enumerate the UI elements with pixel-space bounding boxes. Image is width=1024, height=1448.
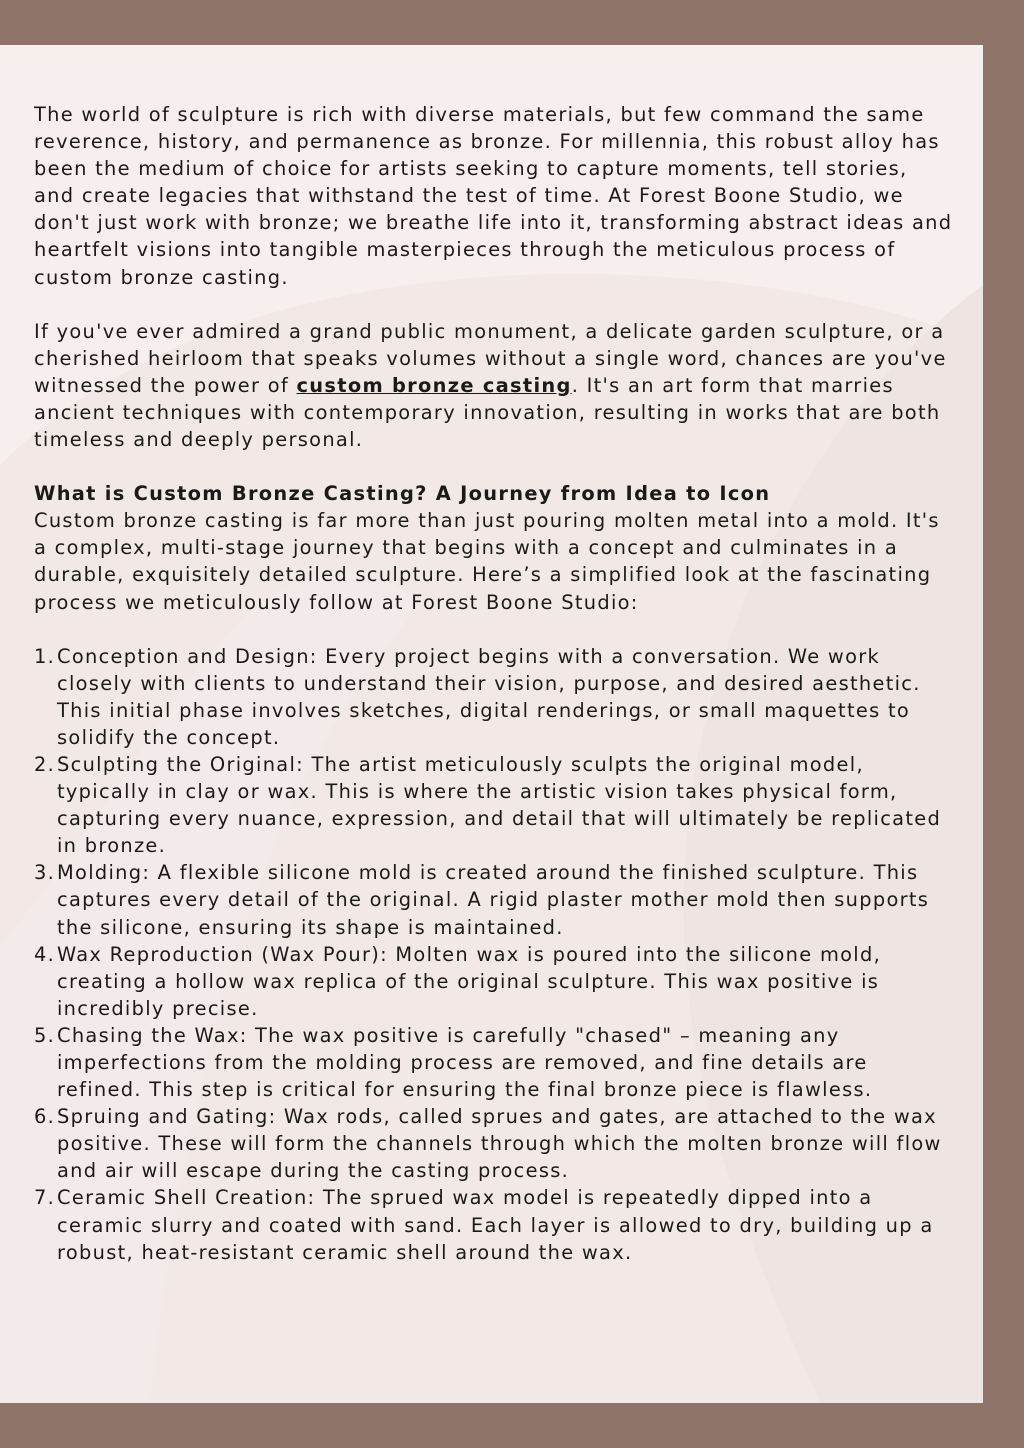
intro-paragraph-2-text-before: If you've ever admired a grand public monument, a delicate garden sculpture, or a cherished heirloom that speaks volumes without a single word, chances are you've witnessed the power of	[34, 319, 947, 397]
list-item-number: 6.	[34, 1105, 56, 1129]
intro-paragraph-2	[34, 318, 954, 453]
list-item-number: 2.	[34, 752, 56, 776]
document-page	[0, 45, 983, 1403]
list-item-number: 3.	[34, 861, 56, 885]
list-item-text: Ceramic Shell Creation: The sprued wax model is repeatedly dipped into a ceramic slurry and coated with sand. Each layer is allowed to dry, building up a robust, heat-resistant ceramic shell around the wax.	[57, 1186, 934, 1264]
list-item	[34, 643, 954, 751]
list-item-number: 7.	[34, 1186, 56, 1210]
list-item-text: Molding: A flexible silicone mold is created around the finished sculpture. This captures every detail of the original. A rigid plaster mother mold then supports the silicone, ensuring its shape is maintained.	[57, 861, 930, 939]
list-item-number: 1.	[34, 644, 56, 668]
list-item	[34, 1103, 954, 1184]
list-item	[34, 941, 954, 1022]
section-heading: What is Custom Bronze Casting? A Journey from Idea to Icon	[34, 482, 771, 506]
article-body	[34, 101, 954, 1266]
list-item-text: Sculpting the Original: The artist meticulously sculpts the original model, typically in clay or wax. This is where the artistic vision takes physical form, capturing every nuance, expression, and detail that will ultimately be replicated in bronze.	[57, 752, 942, 858]
intro-paragraph-2-text-after: . It's an art form that marries ancient techniques with contemporary innovation, resulting in works that are both timeless and deeply personal.	[34, 373, 941, 452]
list-item	[34, 1184, 954, 1265]
list-item-number: 4.	[34, 942, 56, 966]
list-item	[34, 1022, 954, 1103]
intro-paragraph-1: The world of sculpture is rich with diverse materials, but few command the same reverence, history, and permanence as bronze. For millennia, this robust alloy has been the medium of choice for artists seeking to capture moments, tell stories, and create legacies that withstand the test of time. At Forest Boone Studio, we don't just work with bronze; we breathe life into it, transforming abstract ideas and heartfelt visions into tangible masterpieces through the meticulous process of custom bronze casting.	[34, 103, 953, 289]
list-item-text: Spruing and Gating: Wax rods, called sprues and gates, are attached to the wax positive. These will form the channels through which the molten bronze will flow and air will escape during the casting process.	[57, 1105, 942, 1183]
process-steps-list	[34, 643, 954, 1266]
list-item-text: Chasing the Wax: The wax positive is carefully "chased" – meaning any imperfections from the molding process are removed, and fine details are refined. This step is critical for ensuring the final bronze piece is flawless.	[57, 1023, 873, 1102]
list-item	[34, 751, 954, 859]
list-item-text: Wax Reproduction (Wax Pour): Molten wax is poured into the silicone mold, creating a hollow wax replica of the original sculpture. This wax positive is incredibly precise.	[57, 942, 882, 1020]
list-item-number: 5.	[34, 1023, 56, 1047]
custom-bronze-casting-link[interactable]: custom bronze casting	[296, 373, 572, 397]
list-item-text: Conception and Design: Every project begins with a conversation. We work closely with clients to understand their vision, purpose, and desired aesthetic. This initial phase involves sketches, digital renderings, or small maquettes to solidify the concept.	[57, 644, 921, 749]
list-item	[34, 859, 954, 940]
section-body: Custom bronze casting is far more than just pouring molten metal into a mold. It's a complex, multi-stage journey that begins with a concept and culminates in a durable, exquisitely detailed sculpture. Here’s a simplified look at the fascinating process we meticulously follow at Forest Boone Studio:	[34, 509, 940, 614]
